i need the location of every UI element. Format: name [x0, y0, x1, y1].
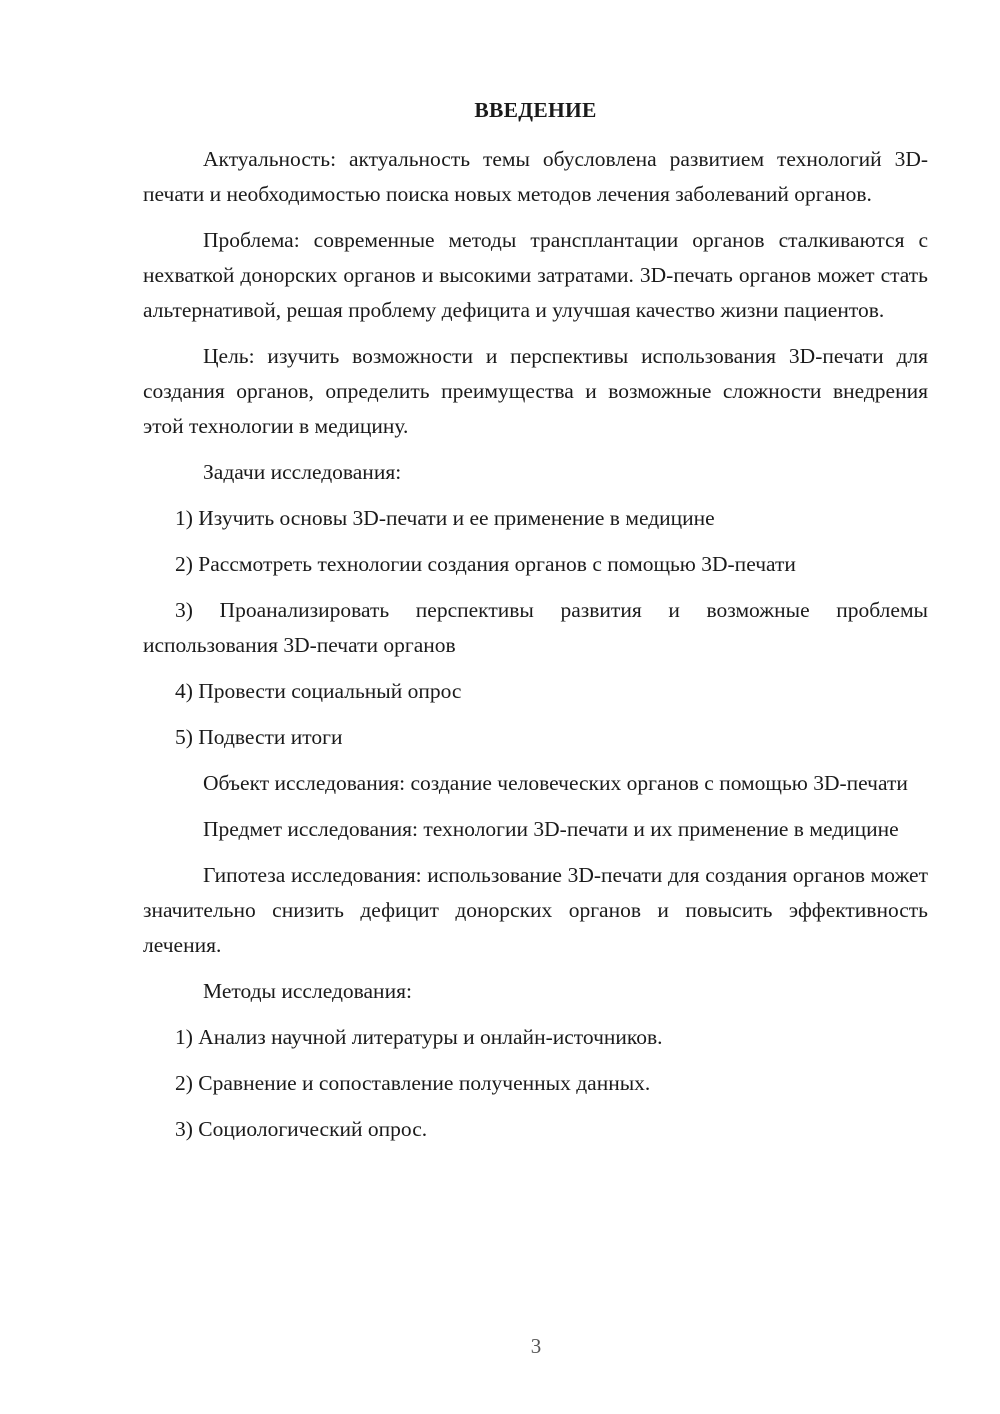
method-item-2: 2) Сравнение и сопоставление полученных данных.	[175, 1071, 651, 1095]
tasks-heading: Задачи исследования:	[203, 460, 402, 484]
methods-heading: Методы исследования:	[203, 979, 412, 1003]
method-item-3: 3) Социологический опрос.	[175, 1117, 428, 1141]
method-item-1: 1) Анализ научной литературы и онлайн-источников.	[175, 1025, 663, 1049]
task-item-5: 5) Подвести итоги	[175, 725, 343, 749]
page-number: 3	[530, 1334, 542, 1358]
task-item-3: 3) Проанализировать перспективы развития и возможные проблемы использования 3D-печати органов	[143, 598, 928, 657]
paragraph-hypothesis: Гипотеза исследования: использование 3D-печати для создания органов может значительно снизить дефицит донорских органов и повысить эффективность лечения.	[143, 863, 928, 957]
task-item-4: 4) Провести социальный опрос	[175, 679, 462, 703]
paragraph-goal: Цель: изучить возможности и перспективы использования 3D-печати для создания органов, определить преимущества и возможные сложности внедрения этой технологии в медицину.	[143, 344, 928, 438]
paragraph-object: Объект исследования: создание человеческих органов с помощью 3D-печати	[203, 771, 908, 795]
paragraph-problem: Проблема: современные методы трансплантации органов сталкиваются с нехваткой донорских органов и высокими затратами. 3D-печать органов может стать альтернативой, решая проблему дефицита и улучшая качество жизни пациентов.	[143, 228, 928, 322]
paragraph-relevance: Актуальность: актуальность темы обусловлена развитием технологий 3D-печати и необходимостью поиска новых методов лечения заболеваний органов.	[143, 147, 928, 206]
document-page	[143, 96, 928, 1158]
page-title: ВВЕДЕНИЕ	[474, 98, 597, 122]
paragraph-subject: Предмет исследования: технологии 3D-печати и их применение в медицине	[203, 817, 899, 841]
task-item-1: 1) Изучить основы 3D-печати и ее применение в медицине	[175, 506, 715, 530]
task-item-2: 2) Рассмотреть технологии создания органов с помощью 3D-печати	[175, 552, 796, 576]
